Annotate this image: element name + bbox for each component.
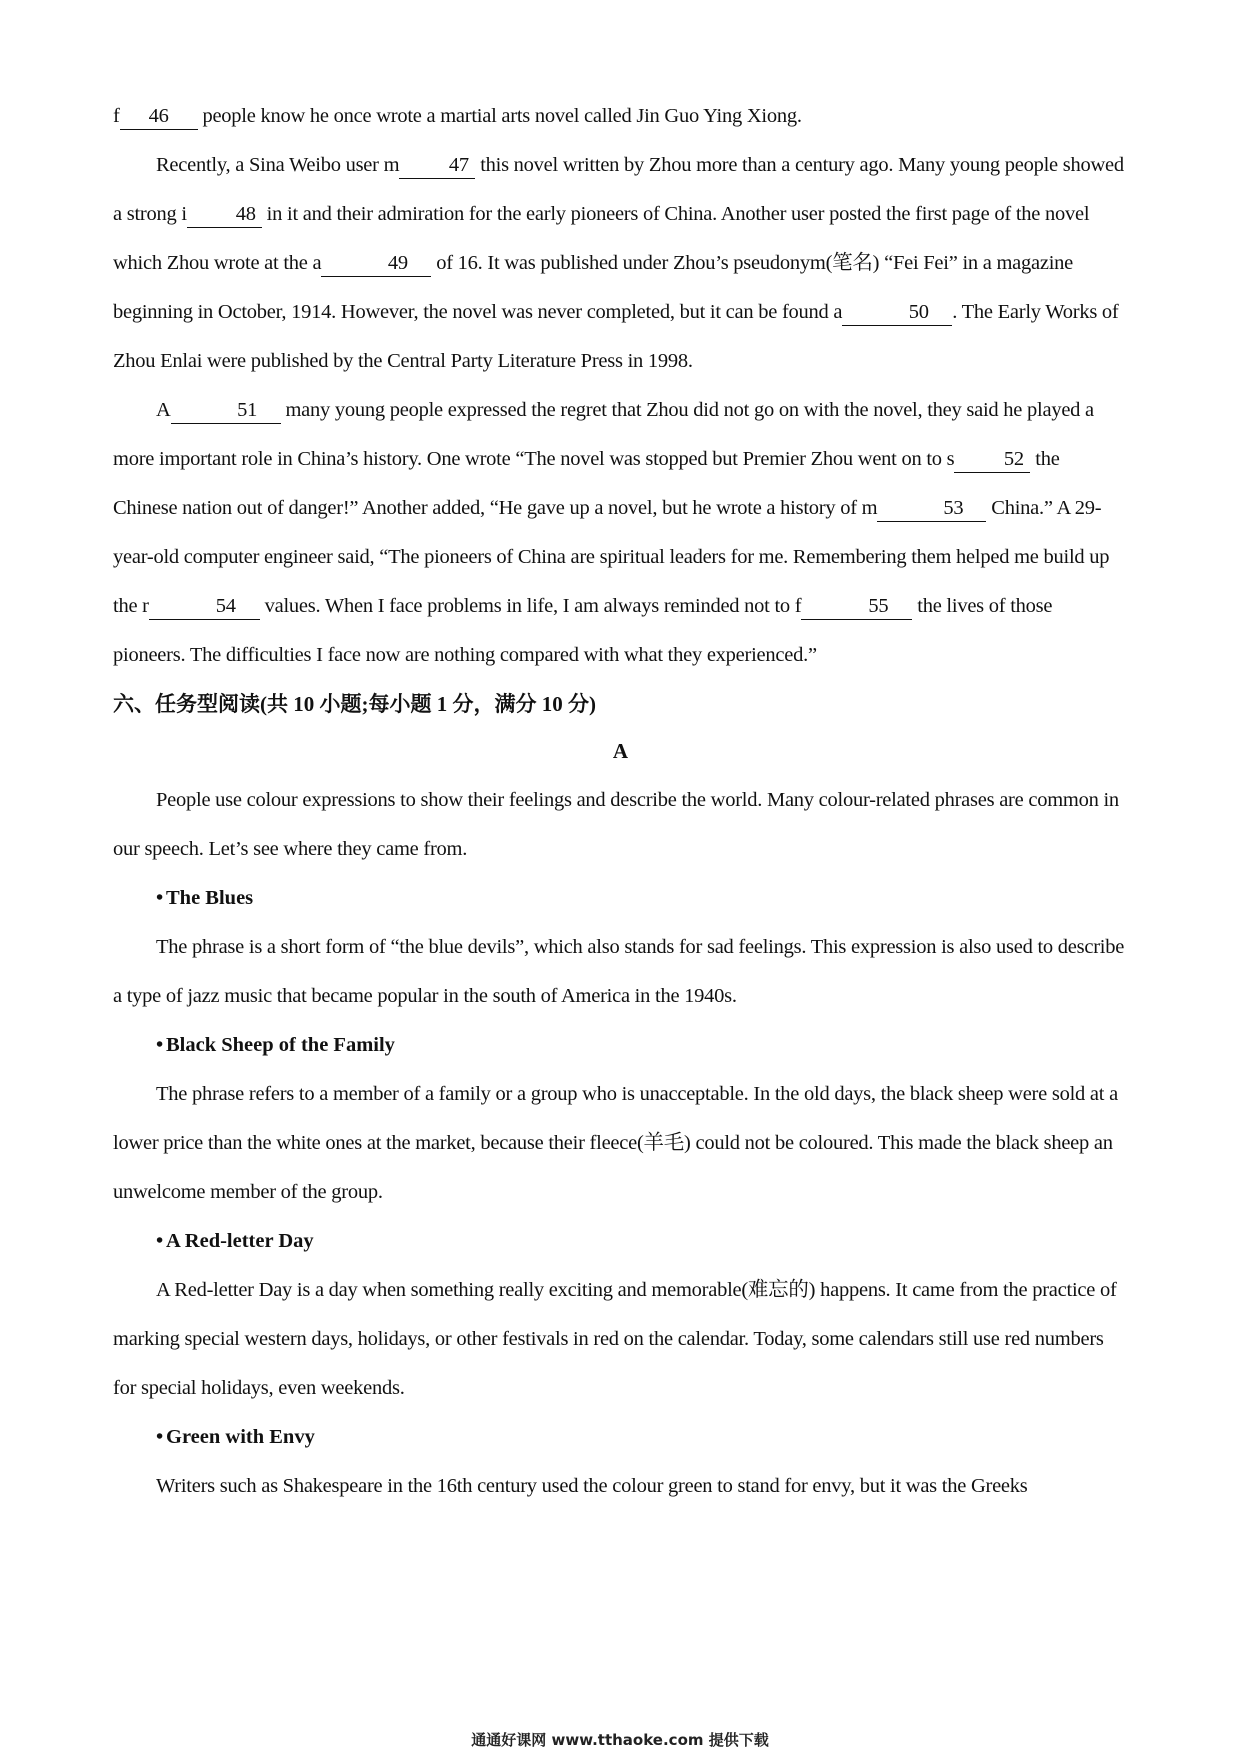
text-run: people know he once wrote a martial arts novel called Jin Guo Ying Xiong. <box>197 105 802 127</box>
blank-46: 46 <box>120 103 198 130</box>
bullet-icon: • <box>156 1034 164 1056</box>
intro-paragraph: People use colour expressions to show their feelings and describe the world. Many colour-related phrases are common in our speech. Let’s see where they came from. <box>113 789 1119 860</box>
blank-51: 51 <box>171 397 281 424</box>
page-footer: 通通好课网 www.tthaoke.com 提供下载 <box>471 1731 769 1749</box>
text-run: . The Early Works of Zhou Enlai were published by the Central Party Literature Press in 1998. <box>113 301 1119 372</box>
text-run: A <box>156 399 171 421</box>
item-title-text: The Blues <box>166 887 254 909</box>
text-run: of 16. It was published under Zhou’s pseudonym(笔名) “Fei Fei” in a magazine beginning in October, 1914. However, the novel was never completed, but it can be found a <box>113 252 1074 323</box>
text-run: values. When I face problems in life, I am always reminded not to f <box>259 595 802 617</box>
blank-49: 49 <box>321 250 431 277</box>
text-run: the lives of those pioneers. The difficulties I face now are nothing compared with what they experienced.” <box>113 595 1053 666</box>
blank-55: 55 <box>801 593 912 620</box>
item-text-green-envy: Writers such as Shakespeare in the 16th century used the colour green to stand for envy, but it was the Greeks <box>156 1475 1028 1497</box>
blank-47: 47 <box>399 152 475 179</box>
text-run: Recently, a Sina Weibo user m <box>156 154 400 176</box>
blank-53: 53 <box>877 495 986 522</box>
bullet-icon: • <box>156 887 164 909</box>
document-page <box>113 92 1128 1511</box>
item-title-green-envy <box>113 1413 1128 1462</box>
item-text-blues: The phrase is a short form of “the blue devils”, which also stands for sad feelings. This expression is also used to describe a type of jazz music that became popular in the south of America in the 1940s. <box>113 936 1125 1007</box>
blank-54: 54 <box>149 593 260 620</box>
text-run: many young people expressed the regret that Zhou did not go on with the novel, they said he played a more important role in China’s history. One wrote “The novel was stopped but Premier Zhou went on to s <box>113 399 1094 470</box>
cloze-paragraph-3 <box>113 386 1128 680</box>
item-title-text: A Red-letter Day <box>166 1230 314 1252</box>
blank-52: 52 <box>954 446 1030 473</box>
text-run: f <box>113 105 120 127</box>
part-label: A <box>612 739 629 763</box>
cloze-paragraph-1 <box>113 92 1128 141</box>
item-title-text: Black Sheep of the Family <box>166 1034 395 1056</box>
section-heading: 六、任务型阅读(共 10 小题;每小题 1 分，满分 10 分) <box>113 692 596 716</box>
item-title-text: Green with Envy <box>166 1426 315 1448</box>
text-run: the Chinese nation out of danger!” Another added, “He gave up a novel, but he wrote a history of m <box>113 448 1060 519</box>
item-title-black-sheep <box>113 1021 1128 1070</box>
blank-48: 48 <box>187 201 262 228</box>
text-run: China.” A 29-year-old computer engineer said, “The pioneers of China are spiritual leaders for me. Remembering them helped me build up the r <box>113 497 1110 617</box>
bullet-icon: • <box>156 1426 164 1448</box>
item-text-red-letter-day: A Red-letter Day is a day when something really exciting and memorable(难忘的) happens. It came from the practice of marking special western days, holidays, or other festivals in red on the calendar. Today, some calendars still use red numbers for special holidays, even weekends. <box>113 1279 1117 1399</box>
blank-50: 50 <box>842 299 952 326</box>
item-text-black-sheep: The phrase refers to a member of a family or a group who is unacceptable. In the old days, the black sheep were sold at a lower price than the white ones at the market, because their fleece(羊毛) could not be coloured. This made the black sheep an unwelcome member of the group. <box>113 1083 1118 1203</box>
bullet-icon: • <box>156 1230 164 1252</box>
item-title-blues <box>113 874 1128 923</box>
text-run: in it and their admiration for the early pioneers of China. Another user posted the first page of the novel which Zhou wrote at the a <box>113 203 1090 274</box>
cloze-paragraph-2 <box>113 141 1128 386</box>
item-title-red-letter-day <box>113 1217 1128 1266</box>
text-run: this novel written by Zhou more than a century ago. Many young people showed a strong i <box>113 154 1124 225</box>
